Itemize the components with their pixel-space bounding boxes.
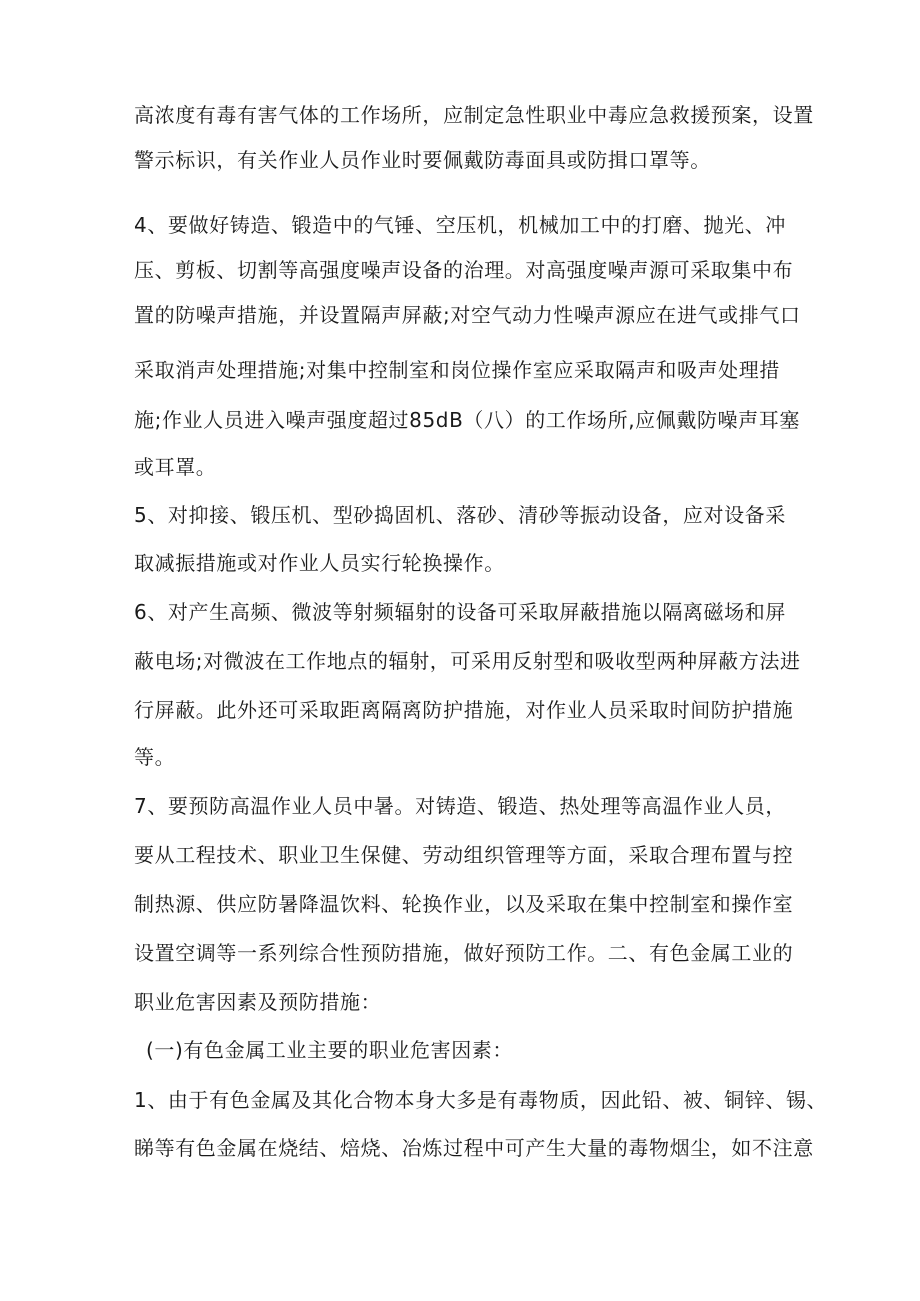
text-line: 压、剪板、切割等高强度噪声设备的治理。对高强度噪声源可采取集中布 [134,258,794,282]
text-line: 睇等有色金属在烧结、焙烧、冶炼过程中可产生大量的毒物烟尘，如不注意 [134,1136,814,1160]
text-line: 取减振措施或对作业人员实行轮换操作。 [134,551,505,575]
section-heading: (一)有色金属工业主要的职业危害因素： [146,1038,514,1062]
text-line: 要从工程技术、职业卫生保健、劳动组织管理等方面，采取合理布置与控 [134,843,794,867]
text-line: 7、要预防高温作业人员中暑。对铸造、锻造、热处理等高温作业人员， [134,794,786,818]
text-line: 等。 [134,745,176,769]
text-line: 6、对产生高频、微波等射频辐射的设备可采取屏蔽措施以隔离磁场和屏 [134,600,786,624]
text-line: 或耳罩。 [134,455,217,479]
text-line: 5、对抑接、锻压机、型砂捣固机、落砂、清砂等振动设备，应对设备采 [134,503,786,527]
text-line: 制热源、供应防暑降温饮料、轮换作业，以及采取在集中控制室和操作室 [134,892,794,916]
text-line: 置的防噪声措施，并设置隔声屏蔽;对空气动力性噪声源应在进气或排气口 [134,303,801,327]
text-line: 采取消声处理措施;对集中控制室和岗位操作室应采取隔声和吸声处理措 [134,358,780,382]
text-line: 行屏蔽。此外还可采取距离隔离防护措施，对作业人员采取时间防护措施 [134,698,794,722]
text-line: 蔽电场;对微波在工作地点的辐射，可采用反射型和吸收型两种屏蔽方法进 [134,649,801,673]
text-line: 1、由于有色金属及其化合物本身大多是有毒物质，因此铅、被、铜锌、锡、 [134,1088,828,1112]
text-line: 职业危害因素及预防措施： [134,990,382,1014]
text-line: 设置空调等一系列综合性预防措施，做好预防工作。二、有色金属工业的 [134,941,794,965]
text-line: 4、要做好铸造、锻造中的气锤、空压机，机械加工中的打磨、抛光、冲 [134,213,786,237]
text-line: 高浓度有毒有害气体的工作场所，应制定急性职业中毒应急救援预案，设置 [134,103,814,127]
text-line: 警示标识，有关作业人员作业时要佩戴防毒面具或防揖口罩等。 [134,148,711,172]
text-line: 施;作业人员进入噪声强度超过85dB（八）的工作场所,应佩戴防噪声耳塞 [134,408,800,432]
